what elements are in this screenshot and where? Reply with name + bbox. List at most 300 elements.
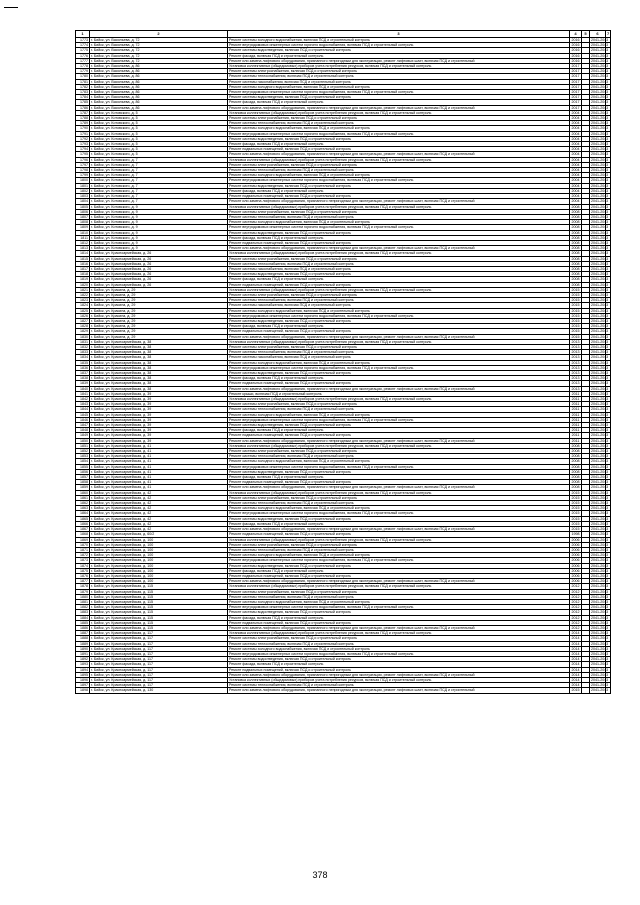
period-cell: 2041-2043: [591, 407, 609, 412]
work-type-cell: Ремонт системы теплоснабжения, включая ПСД и строительный контроль: [228, 683, 570, 688]
year-cell: 2008: [571, 282, 580, 287]
row-number: 1870: [76, 542, 90, 547]
year-cell: 2013: [571, 381, 580, 386]
address-cell: г. Бийск, ул. Красина, д. 29: [90, 329, 228, 334]
year-cell: 2008: [571, 209, 580, 214]
period-cell: 2041-2043: [591, 116, 609, 121]
period-cell: 2041-2043: [591, 292, 609, 297]
work-type-cell: Ремонт системы холодного водоснабжения, включая ПСД и строительный контроль: [228, 646, 570, 651]
work-type-cell: Ремонт системы холодного водоснабжения, включая ПСД и строительный контроль: [228, 360, 570, 365]
header-col-3: 3: [228, 31, 570, 38]
row-number: 1884: [76, 615, 90, 620]
address-cell: г. Бийск, ул. Красноармейская, д. 41: [90, 480, 228, 485]
period-cell: 2041-2043: [591, 563, 609, 568]
row-number: 1780: [76, 74, 90, 79]
row-number: 1854: [76, 459, 90, 464]
row-number: 1867: [76, 527, 90, 532]
row-number: 1880: [76, 594, 90, 599]
year-cell: 1998: [571, 532, 580, 537]
period-cell: 2041-2043: [591, 662, 609, 667]
row-number: 1787: [76, 110, 90, 115]
address-cell: г. Бийск, ул. Васильева, д. 86: [90, 100, 228, 105]
period-cell: 2041-2043: [591, 625, 609, 630]
period-cell: 2041-2043: [591, 64, 609, 69]
address-cell: г. Бийск, ул. Красина, д. 29: [90, 308, 228, 313]
row-number: 1888: [76, 636, 90, 641]
work-type-cell: Ремонт или замена лифтового оборудования, признанного непригодным для эксплуатации, ремонт лифтовых шахт, включая ПСД и строительный: [228, 58, 570, 63]
row-number: 1797: [76, 162, 90, 167]
year-cell: 2004: [571, 157, 580, 162]
year-cell: 2008: [571, 454, 580, 459]
work-type-cell: Ремонт фасада, включая ПСД и строительный контроль: [228, 235, 570, 240]
row-number: 1775: [76, 48, 90, 53]
year-cell: 2004: [571, 147, 580, 152]
address-cell: г. Бийск, ул. Красноармейская, д. 26: [90, 251, 228, 256]
work-type-cell: Ремонт системы теплоснабжения, включая ПСД и строительный контроль: [228, 501, 570, 506]
address-cell: г. Бийск, ул. Красина, д. 29: [90, 313, 228, 318]
row-number: 1889: [76, 641, 90, 646]
row-number: 1821: [76, 287, 90, 292]
address-cell: г. Бийск, ул. Красноармейская, д. 38: [90, 344, 228, 349]
address-cell: г. Бийск, ул. Красноармейская, д. 39: [90, 438, 228, 443]
row-number: 1871: [76, 547, 90, 552]
row-number: 1836: [76, 365, 90, 370]
year-cell: 2015: [571, 298, 580, 303]
work-type-cell: Установка коллективных (общедомовых) приборов учета потребления ресурсов, включая ПСД и строительный контроль: [228, 204, 570, 209]
year-cell: 2015: [571, 516, 580, 521]
row-number: 1838: [76, 376, 90, 381]
row-number: 1806: [76, 209, 90, 214]
period-cell: 2041-2043: [591, 329, 609, 334]
work-type-cell: Ремонт системы водоотведения, включая ПСД и строительный контроль: [228, 48, 570, 53]
page-number: 378: [312, 870, 328, 880]
period-cell: 2041-2043: [591, 449, 609, 454]
address-cell: г. Бийск, ул. Котовского, д. 7: [90, 188, 228, 193]
year-cell: 2008: [571, 204, 580, 209]
address-cell: г. Бийск, ул. Красноармейская, д. 117: [90, 641, 228, 646]
year-cell: 2008: [571, 230, 580, 235]
work-type-cell: Ремонт подвальных помещений, включая ПСД и строительный контроль: [228, 532, 570, 537]
address-cell: г. Бийск, ул. Красноармейская, д. 100: [90, 553, 228, 558]
row-number: 1792: [76, 136, 90, 141]
period-cell: 2041-2043: [591, 412, 609, 417]
row-number: 1881: [76, 599, 90, 604]
work-type-cell: Ремонт системы газоснабжения, включая ПСД и строительный контроль: [228, 355, 570, 360]
address-cell: г. Бийск, ул. Васильева, д. 86: [90, 74, 228, 79]
period-cell: 2041-2043: [591, 537, 609, 542]
address-cell: г. Бийск, ул. Красноармейская, д. 117: [90, 631, 228, 636]
year-cell: 2017: [571, 64, 580, 69]
year-cell: 2013: [571, 339, 580, 344]
address-cell: г. Бийск, ул. Красноармейская, д. 39: [90, 397, 228, 402]
row-number: 1895: [76, 672, 90, 677]
period-cell: 2041-2043: [591, 631, 609, 636]
row-number: 1890: [76, 646, 90, 651]
period-cell: 2041-2043: [591, 282, 609, 287]
period-cell: 2041-2043: [591, 428, 609, 433]
works-table: [75, 30, 611, 694]
row-number: 1835: [76, 360, 90, 365]
address-cell: г. Бийск, ул. Красноармейская, д. 117: [90, 662, 228, 667]
period-cell: 2041-2043: [591, 454, 609, 459]
address-cell: г. Бийск, ул. Котовского, д. 5: [90, 110, 228, 115]
period-cell: 2041-2043: [591, 376, 609, 381]
works-table-container: [75, 30, 610, 694]
work-type-cell: Ремонт фасада, включая ПСД и строительный контроль: [228, 568, 570, 573]
address-cell: г. Бийск, ул. Красноармейская, д. 100: [90, 579, 228, 584]
row-number: 1852: [76, 449, 90, 454]
period-cell: 2041-2043: [591, 339, 609, 344]
work-type-cell: Ремонт или замена лифтового оборудования, признанного непригодным для эксплуатации, ремонт лифтовых шахт, включая ПСД и строительный: [228, 386, 570, 391]
row-number: 1824: [76, 303, 90, 308]
period-cell: 2041-2043: [591, 459, 609, 464]
row-number: 1865: [76, 516, 90, 521]
work-type-cell: Ремонт фасада, включая ПСД и строительный контроль: [228, 324, 570, 329]
period-cell: 2041-2043: [591, 646, 609, 651]
period-cell: 2041-2043: [591, 589, 609, 594]
year-cell: 2006: [571, 537, 580, 542]
row-number: 1788: [76, 116, 90, 121]
work-type-cell: Ремонт системы газоснабжения, включая ПСД и строительный контроль: [228, 303, 570, 308]
address-cell: г. Бийск, ул. Котовского, д. 5: [90, 121, 228, 126]
address-cell: г. Бийск, ул. Красина, д. 29: [90, 318, 228, 323]
work-type-cell: Ремонт или замена лифтового оборудования, признанного непригодным для эксплуатации, ремонт лифтовых шахт, включая ПСД и строительный: [228, 246, 570, 251]
work-type-cell: Ремонт или замена лифтового оборудования, признанного непригодным для эксплуатации, ремонт лифтовых шахт, включая ПСД и строительный: [228, 579, 570, 584]
year-cell: 2004: [571, 142, 580, 147]
period-cell: 2041-2043: [591, 433, 609, 438]
address-cell: г. Бийск, ул. Котовского, д. 7: [90, 157, 228, 162]
row-number: 1803: [76, 194, 90, 199]
work-type-cell: Ремонт или замена лифтового оборудования, признанного непригодным для эксплуатации, ремонт лифтовых шахт, включая ПСД и строительный: [228, 105, 570, 110]
period-cell: 2041-2043: [591, 584, 609, 589]
address-cell: г. Бийск, ул. Красноармейская, д. 117: [90, 636, 228, 641]
period-cell: 2041-2043: [591, 355, 609, 360]
work-type-cell: Установка коллективных (общедомовых) приборов учета потребления ресурсов, включая ПСД и строительный контроль: [228, 584, 570, 589]
address-cell: г. Бийск, ул. Красноармейская, д. 42: [90, 521, 228, 526]
year-cell: 2013: [571, 386, 580, 391]
period-cell: 2041-2043: [591, 214, 609, 219]
work-type-cell: Ремонт подвальных помещений, включая ПСД и строительный контроль: [228, 620, 570, 625]
address-cell: г. Бийск, ул. Красноармейская, д. 26: [90, 272, 228, 277]
work-type-cell: Установка коллективных (общедомовых) приборов учета потребления ресурсов, включая ПСД и строительный контроль: [228, 251, 570, 256]
work-type-cell: Ремонт или замена лифтового оборудования, признанного непригодным для эксплуатации, ремонт лифтовых шахт, включая ПСД и строительный: [228, 334, 570, 339]
address-cell: г. Бийск, ул. Красноармейская, д. 26: [90, 277, 228, 282]
row-number: 1868: [76, 532, 90, 537]
period-cell: 2041-2043: [591, 542, 609, 547]
year-cell: 2012: [571, 589, 580, 594]
work-type-cell: Ремонт системы газоснабжения, включая ПСД и строительный контроль: [228, 266, 570, 271]
row-number: 1832: [76, 344, 90, 349]
row-number: 1882: [76, 605, 90, 610]
row-number: 1860: [76, 490, 90, 495]
period-cell: 2041-2043: [591, 100, 609, 105]
header-col-5: 5: [582, 31, 590, 38]
work-type-cell: Ремонт фасада, включая ПСД и строительный контроль: [228, 376, 570, 381]
row-number: 1779: [76, 69, 90, 74]
work-type-cell: Установка коллективных (общедомовых) приборов учета потребления ресурсов, включая ПСД и строительный контроль: [228, 677, 570, 682]
address-cell: г. Бийск, ул. Котовского, д. 5: [90, 131, 228, 136]
address-cell: г. Бийск, ул. Красноармейская, д. 39: [90, 417, 228, 422]
work-type-cell: Ремонт системы водоотведения, включая ПСД и строительный контроль: [228, 183, 570, 188]
year-cell: 2011: [570, 423, 582, 428]
year-cell: 2008: [571, 214, 580, 219]
work-type-cell: Ремонт системы водоотведения, включая ПСД и строительный контроль: [228, 230, 570, 235]
row-number: 1873: [76, 558, 90, 563]
address-cell: г. Бийск, ул. Красноармейская, д. 41: [90, 449, 228, 454]
year-cell: 2011: [570, 438, 582, 443]
year-cell: 2013: [571, 360, 580, 365]
row-number: 1784: [76, 95, 90, 100]
year-cell: 2015: [571, 292, 580, 297]
period-cell: 2041-2043: [591, 532, 609, 537]
period-cell: 2041-2043: [591, 360, 609, 365]
address-cell: г. Бийск, ул. Котовского, д. 7: [90, 183, 228, 188]
work-type-cell: Ремонт системы водоотведения, включая ПСД и строительный контроль: [228, 318, 570, 323]
work-type-cell: Установка коллективных (общедомовых) приборов учета потребления ресурсов, включая ПСД и строительный контроль: [228, 443, 570, 448]
row-number: 1851: [76, 443, 90, 448]
year-cell: 2015: [571, 501, 580, 506]
row-number: 1849: [76, 433, 90, 438]
year-cell: 2014: [571, 677, 580, 682]
address-cell: г. Бийск, ул. Красноармейская, д. 41: [90, 469, 228, 474]
address-cell: г. Бийск, ул. Котовского, д. 5: [90, 152, 228, 157]
address-cell: г. Бийск, ул. Васильева, д. 86: [90, 95, 228, 100]
row-number: 1830: [76, 334, 90, 339]
row-number: 1861: [76, 495, 90, 500]
period-cell: 2041-2043: [591, 287, 609, 292]
row-number: 1894: [76, 667, 90, 672]
period-cell: 2041-2043: [591, 58, 609, 63]
address-cell: г. Бийск, ул. Котовского, д. 7: [90, 168, 228, 173]
header-col-7: 7: [607, 30, 610, 36]
row-number: 1814: [76, 251, 90, 256]
period-cell: 2041-2043: [591, 469, 609, 474]
header-col-2: 2: [90, 31, 228, 38]
period-cell: 2041-2043: [591, 209, 609, 214]
address-cell: г. Бийск, ул. Красноармейская, д. 117: [90, 672, 228, 677]
period-cell: 2041-2043: [591, 386, 609, 391]
period-cell: 2041-2043: [591, 251, 609, 256]
address-cell: г. Бийск, ул. Красноармейская, д. 26: [90, 256, 228, 261]
address-cell: г. Бийск, ул. Красноармейская, д. 38: [90, 365, 228, 370]
year-cell: 2017: [571, 84, 580, 89]
work-type-cell: Ремонт системы водоотведения, включая ПСД и строительный контроль: [228, 657, 570, 662]
year-cell: 2004: [571, 168, 580, 173]
address-cell: г. Бийск, ул. Красноармейская, д. 26: [90, 266, 228, 271]
address-cell: г. Бийск, ул. Красноармейская, д. 117: [90, 683, 228, 688]
year-cell: 2006: [571, 542, 580, 547]
period-cell: 2041-2043: [591, 105, 609, 110]
address-cell: г. Бийск, ул. Красноармейская, д. 100: [90, 563, 228, 568]
period-cell: 2041-2043: [591, 152, 609, 157]
work-type-cell: Ремонт системы теплоснабжения, включая ПСД и строительный контроль: [228, 547, 570, 552]
work-type-cell: Ремонт внутридомовых инженерных систем горячего водоснабжения, включая ПСД и строительный контроль: [228, 90, 570, 95]
work-type-cell: Ремонт системы холодного водоснабжения, включая ПСД и строительный контроль: [228, 459, 570, 464]
period-cell: 2041-2043: [591, 651, 609, 656]
row-number: 1809: [76, 225, 90, 230]
address-cell: г. Бийск, ул. Красина, д. 29: [90, 303, 228, 308]
year-cell: 2013: [571, 376, 580, 381]
year-cell: 2017: [571, 105, 580, 110]
work-type-cell: Ремонт фасада, включая ПСД и строительный контроль: [228, 521, 570, 526]
period-cell: 2041-2043: [591, 147, 609, 152]
work-type-cell: Ремонт системы теплоснабжения, включая ПСД и строительный контроль: [228, 594, 570, 599]
year-cell: 2011: [570, 402, 582, 407]
work-type-cell: Ремонт подвальных помещений, включая ПСД и строительный контроль: [228, 573, 570, 578]
period-cell: 2041-2043: [591, 677, 609, 682]
work-type-cell: Ремонт или замена лифтового оборудования, признанного непригодным для эксплуатации, ремонт лифтовых шахт, включая ПСД и строительный: [228, 625, 570, 630]
period-cell: 2041-2043: [591, 84, 609, 89]
address-cell: г. Бийск, ул. Котовского, д. 9: [90, 209, 228, 214]
year-cell: 2012: [571, 599, 580, 604]
year-cell: 2014: [571, 667, 580, 672]
year-cell: 2004: [571, 121, 580, 126]
year-cell: 2015: [571, 506, 580, 511]
work-type-cell: Ремонт подвальных помещений, включая ПСД и строительный контроль: [228, 480, 570, 485]
row-number: 1850: [76, 438, 90, 443]
address-cell: г. Бийск, ул. Васильева, д. 86: [90, 69, 228, 74]
period-cell: 2041-2043: [591, 334, 609, 339]
period-cell: 2041-2043: [591, 667, 609, 672]
address-cell: г. Бийск, ул. Котовского, д. 5: [90, 116, 228, 121]
year-cell: 2006: [571, 568, 580, 573]
period-cell: 2041-2043: [591, 95, 609, 100]
address-cell: г. Бийск, ул. Красноармейская, д. 115: [90, 605, 228, 610]
row-number: 1855: [76, 464, 90, 469]
address-cell: г. Бийск, ул. Красноармейская, д. 117: [90, 667, 228, 672]
year-cell: 2011: [570, 428, 582, 433]
row-number: 1862: [76, 501, 90, 506]
row-number: 1879: [76, 589, 90, 594]
period-cell: 2041-2043: [591, 506, 609, 511]
work-type-cell: Ремонт системы теплоснабжения, включая ПСД и строительный контроль: [228, 641, 570, 646]
address-cell: г. Бийск, ул. Васильева, д. 86: [90, 90, 228, 95]
year-cell: 2012: [571, 620, 580, 625]
year-cell: 2014: [571, 636, 580, 641]
period-cell: 2041-2043: [591, 558, 609, 563]
work-type-cell: Установка коллективных (общедомовых) приборов учета потребления ресурсов, включая ПСД и строительный контроль: [228, 490, 570, 495]
period-cell: 2041-2043: [591, 131, 609, 136]
address-cell: г. Бийск, ул. Красина, д. 29: [90, 292, 228, 297]
year-cell: 2006: [571, 563, 580, 568]
work-type-cell: Ремонт системы газоснабжения, включая ПСД и строительный контроль: [228, 79, 570, 84]
period-cell: 2041-2043: [591, 157, 609, 162]
row-number: 1799: [76, 173, 90, 178]
row-number: 1776: [76, 53, 90, 58]
row-number: 1847: [76, 423, 90, 428]
address-cell: г. Бийск, ул. Красноармейская, д. 38: [90, 376, 228, 381]
address-cell: г. Бийск, ул. Красноармейская, д. 42: [90, 511, 228, 516]
work-type-cell: Ремонт системы теплоснабжения, включая ПСД и строительный контроль: [228, 168, 570, 173]
address-cell: г. Бийск, ул. Красноармейская, д. 100: [90, 547, 228, 552]
row-number: 1796: [76, 157, 90, 162]
address-cell: г. Бийск, ул. Красноармейская, д. 115: [90, 584, 228, 589]
address-cell: г. Бийск, ул. Васильева, д. 86: [90, 105, 228, 110]
address-cell: г. Бийск, ул. Красноармейская, д. 39: [90, 402, 228, 407]
row-number: 1896: [76, 677, 90, 682]
address-cell: г. Бийск, ул. Красноармейская, д. 38: [90, 386, 228, 391]
address-cell: г. Бийск, ул. Красноармейская, д. 26: [90, 261, 228, 266]
work-type-cell: Ремонт системы электроснабжения, включая ПСД и строительный контроль: [228, 292, 570, 297]
address-cell: г. Бийск, ул. Красноармейская, д. 42: [90, 501, 228, 506]
period-cell: 2041-2043: [591, 69, 609, 74]
address-cell: г. Бийск, ул. Котовского, д. 7: [90, 194, 228, 199]
year-cell: 2016: [571, 38, 580, 42]
year-cell: 2015: [571, 287, 580, 292]
work-type-cell: Ремонт системы холодного водоснабжения, включая ПСД и строительный контроль: [228, 173, 570, 178]
year-cell: 2017: [571, 90, 580, 95]
year-cell: 2004: [571, 116, 580, 121]
year-cell: 2015: [571, 511, 580, 516]
header-row: [76, 31, 611, 38]
row-number: 1876: [76, 573, 90, 578]
address-cell: г. Бийск, ул. Красноармейская, д. 39: [90, 407, 228, 412]
period-cell: 2041-2043: [591, 230, 609, 235]
period-cell: 2041-2043: [591, 199, 609, 204]
header-col-4: 4: [570, 31, 582, 38]
address-cell: г. Бийск, ул. Красноармейская, д. 117: [90, 651, 228, 656]
address-cell: г. Бийск, ул. Красноармейская, д. 117: [90, 646, 228, 651]
work-type-cell: Ремонт системы теплоснабжения, включая ПСД и строительный контроль: [228, 261, 570, 266]
work-type-cell: Установка коллективных (общедомовых) приборов учета потребления ресурсов, включая ПСД и строительный контроль: [228, 287, 570, 292]
address-cell: г. Бийск, ул. Котовского, д. 9: [90, 204, 228, 209]
row-number: 1853: [76, 454, 90, 459]
period-cell: 2041-2043: [591, 490, 609, 495]
row-number: 1795: [76, 152, 90, 157]
year-cell: 2014: [571, 641, 580, 646]
address-cell: г. Бийск, ул. Красноармейская, д. 42: [90, 506, 228, 511]
work-type-cell: Ремонт внутридомовых инженерных систем горячего водоснабжения, включая ПСД и строительный контроль: [228, 225, 570, 230]
period-cell: 2041-2043: [591, 521, 609, 526]
row-number: 1791: [76, 131, 90, 136]
empty-cell: [582, 688, 590, 693]
row-number: 1800: [76, 178, 90, 183]
period-cell: 2041-2043: [591, 417, 609, 422]
work-type-cell: Установка коллективных (общедомовых) приборов учета потребления ресурсов, включая ПСД и строительный контроль: [228, 397, 570, 402]
row-number: 1844: [76, 407, 90, 412]
work-type-cell: Установка коллективных (общедомовых) приборов учета потребления ресурсов, включая ПСД и строительный контроль: [228, 339, 570, 344]
work-type-cell: Ремонт системы водоотведения, включая ПСД и строительный контроль: [228, 371, 570, 376]
work-type-cell: Ремонт системы теплоснабжения, включая ПСД и строительный контроль: [228, 407, 570, 412]
work-type-cell: Ремонт системы холодного водоснабжения, включая ПСД и строительный контроль: [228, 126, 570, 131]
year-cell: 2013: [571, 365, 580, 370]
address-cell: г. Бийск, ул. Красноармейская, д. 115: [90, 599, 228, 604]
row-number: 1826: [76, 313, 90, 318]
address-cell: г. Бийск, ул. Красноармейская, д. 60/2: [90, 532, 228, 537]
period-cell: 2041-2043: [591, 235, 609, 240]
scan-mark: [4, 7, 18, 8]
period-cell: 2041-2043: [591, 672, 609, 677]
year-cell: 2006: [571, 558, 580, 563]
work-type-cell: Ремонт подвальных помещений, включая ПСД и строительный контроль: [228, 433, 570, 438]
year-cell: 2013: [571, 344, 580, 349]
row-number: 1802: [76, 188, 90, 193]
address-cell: г. Бийск, ул. Красноармейская, д. 42: [90, 516, 228, 521]
row-number: 1801: [76, 183, 90, 188]
period-cell: 2041-2043: [591, 443, 609, 448]
row-number: 1883: [76, 610, 90, 615]
work-type-cell: Ремонт крыши, включая ПСД и строительный контроль: [228, 391, 570, 396]
period-cell: 2041-2043: [591, 90, 609, 95]
period-cell: 2041-2043: [591, 620, 609, 625]
year-cell: 2016: [571, 53, 580, 58]
year-cell: 2015: [571, 324, 580, 329]
year-cell: 2015: [571, 303, 580, 308]
address-cell: г. Бийск, ул. Красноармейская, д. 115: [90, 620, 228, 625]
year-cell: 2015: [571, 313, 580, 318]
year-cell: 2012: [571, 594, 580, 599]
work-type-cell: Ремонт системы электроснабжения, включая ПСД и строительный контроль: [228, 344, 570, 349]
